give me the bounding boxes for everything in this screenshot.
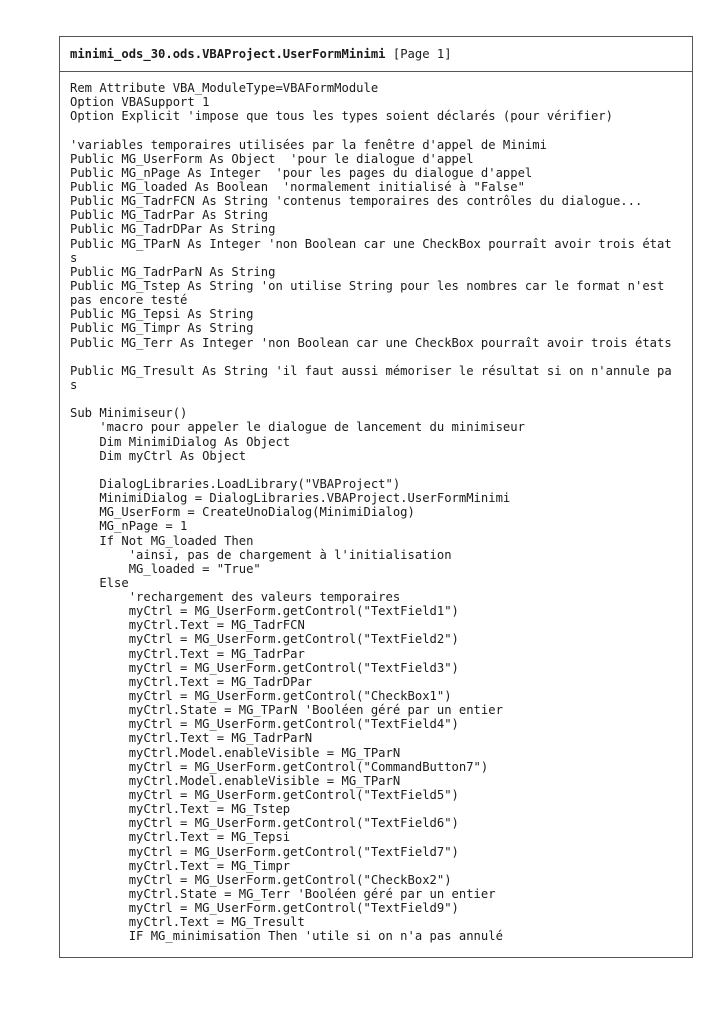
code-line: Public MG_loaded As Boolean 'normalement initialisé à "False": [70, 179, 525, 194]
code-line: Dim myCtrl As Object: [70, 448, 247, 463]
module-name: minimi_ods_30.ods.VBAProject.UserFormMinimi: [70, 47, 386, 61]
code-line: myCtrl.Text = MG_Tstep: [70, 802, 291, 817]
code-line: Option VBASupport 1: [70, 95, 210, 110]
code-line: 'variables temporaires utilisées par la fenêtre d'appel de Minimi: [70, 137, 547, 152]
code-line: Public MG_Tepsi As String: [70, 307, 254, 322]
code-line: If Not MG_loaded Then: [70, 533, 254, 548]
code-line: myCtrl.State = MG_TParN 'Booléen géré par un entier: [70, 703, 503, 718]
code-line: myCtrl.State = MG_Terr 'Booléen géré par un entier: [70, 887, 496, 902]
code-line: myCtrl.Model.enableVisible = MG_TParN: [70, 745, 401, 760]
code-line: DialogLibraries.LoadLibrary("VBAProject"): [70, 476, 401, 491]
code-line: myCtrl.Text = MG_Tepsi: [70, 830, 291, 845]
code-line: myCtrl.Text = MG_Timpr: [70, 858, 291, 873]
page-label: [Page 1]: [392, 47, 452, 61]
code-line: MinimiDialog = DialogLibraries.VBAProject.UserFormMinimi: [70, 491, 511, 506]
code-line: [70, 392, 686, 406]
code-line: 'rechargement des valeurs temporaires: [70, 590, 401, 605]
code-line: [70, 463, 686, 477]
code-line: [70, 123, 686, 137]
code-line: myCtrl = MG_UserForm.getControl("TextField4"): [70, 717, 459, 732]
code-line: Public MG_TParN As Integer 'non Boolean car une CheckBox pourraît avoir trois état: [70, 236, 672, 251]
code-line: Public MG_Terr As Integer 'non Boolean car une CheckBox pourraît avoir trois états: [70, 335, 672, 350]
code-line: Public MG_TadrDPar As String: [70, 222, 276, 237]
code-line: Public MG_TadrParN As String: [70, 264, 276, 279]
code-listing: [70, 81, 686, 944]
page-header: [60, 37, 692, 72]
code-line: myCtrl.Text = MG_TadrFCN: [70, 618, 305, 633]
code-line: 'ainsi, pas de chargement à l'initialisation: [70, 547, 452, 562]
code-line: myCtrl = MG_UserForm.getControl("TextField2"): [70, 632, 459, 647]
code-line: myCtrl = MG_UserForm.getControl("CheckBox1"): [70, 689, 452, 704]
code-line: Public MG_Tresult As String 'il faut aussi mémoriser le résultat si on n'annule pa: [70, 363, 672, 378]
code-line: s: [70, 377, 78, 392]
code-line: myCtrl = MG_UserForm.getControl("TextField6"): [70, 816, 459, 831]
code-line: myCtrl.Text = MG_TadrParN: [70, 731, 313, 746]
code-line: Public MG_TadrPar As String: [70, 208, 269, 223]
code-line: myCtrl.Text = MG_TadrDPar: [70, 674, 313, 689]
code-line: pas encore testé: [70, 293, 188, 308]
code-line: [70, 350, 686, 364]
code-line: myCtrl = MG_UserForm.getControl("TextField9"): [70, 901, 459, 916]
code-line: myCtrl = MG_UserForm.getControl("TextField1"): [70, 604, 459, 619]
code-line: Dim MinimiDialog As Object: [70, 434, 291, 449]
code-line: s: [70, 250, 78, 265]
code-line: myCtrl = MG_UserForm.getControl("TextField5"): [70, 788, 459, 803]
code-line: MG_nPage = 1: [70, 519, 188, 534]
code-line: myCtrl.Model.enableVisible = MG_TParN: [70, 773, 401, 788]
code-line: Sub Minimiseur(): [70, 406, 188, 421]
code-line: Public MG_Timpr As String: [70, 321, 254, 336]
code-line: myCtrl = MG_UserForm.getControl("TextField7"): [70, 844, 459, 859]
code-line: Public MG_Tstep As String 'on utilise String pour les nombres car le format n'est: [70, 278, 665, 293]
code-line: Option Explicit 'impose que tous les types soient déclarés (pour vérifier): [70, 109, 613, 124]
code-line: Public MG_nPage As Integer 'pour les pages du dialogue d'appel: [70, 165, 533, 180]
code-line: Public MG_TadrFCN As String 'contenus temporaires des contrôles du dialogue...: [70, 194, 643, 209]
code-line: myCtrl.Text = MG_TadrPar: [70, 646, 305, 661]
code-line: IF MG_minimisation Then 'utile si on n'a pas annulé: [70, 929, 503, 944]
code-line: myCtrl = MG_UserForm.getControl("CommandButton7"): [70, 759, 489, 774]
code-line: MG_UserForm = CreateUnoDialog(MinimiDialog): [70, 505, 415, 520]
code-line: myCtrl = MG_UserForm.getControl("CheckBox2"): [70, 872, 452, 887]
code-line: Public MG_UserForm As Object 'pour le dialogue d'appel: [70, 151, 474, 166]
code-line: Else: [70, 575, 129, 590]
code-line: MG_loaded = "True": [70, 561, 261, 576]
code-line: myCtrl = MG_UserForm.getControl("TextField3"): [70, 660, 459, 675]
code-line: myCtrl.Text = MG_Tresult: [70, 915, 305, 930]
code-page-frame: [59, 36, 693, 958]
code-line: Rem Attribute VBA_ModuleType=VBAFormModule: [70, 81, 379, 95]
code-line: 'macro pour appeler le dialogue de lancement du minimiseur: [70, 420, 525, 435]
